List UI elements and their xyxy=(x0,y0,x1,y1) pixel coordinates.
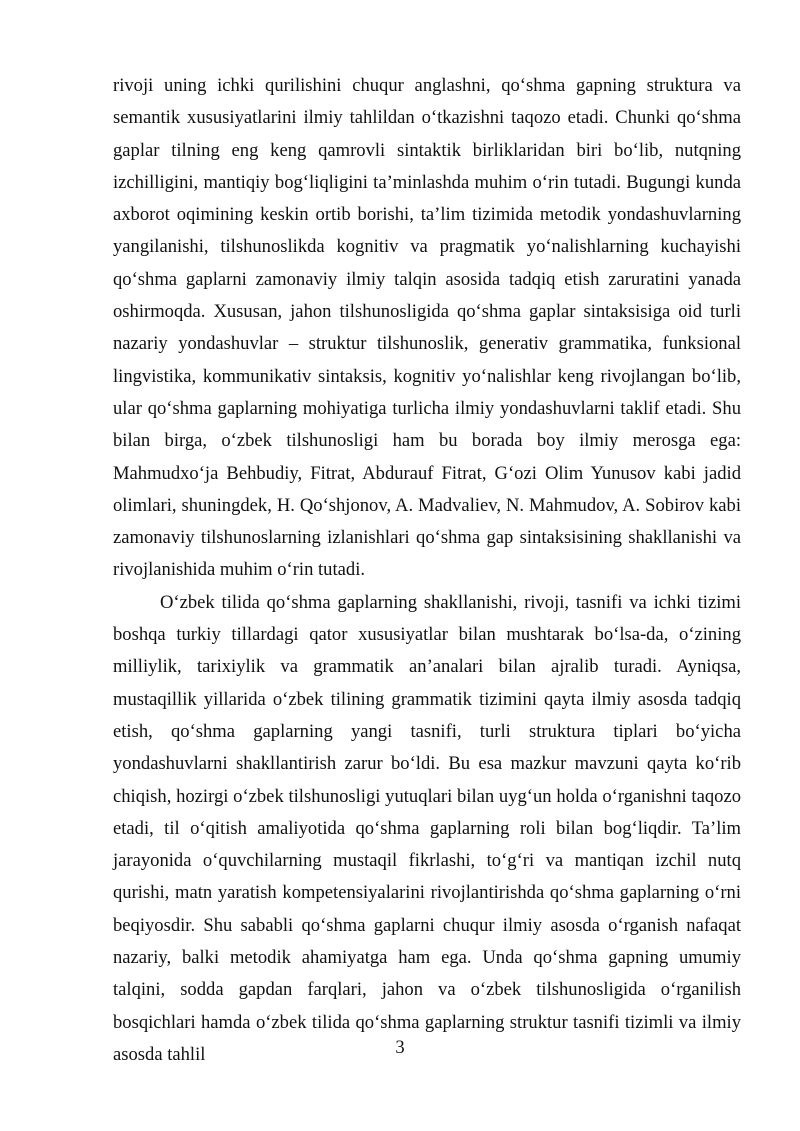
body-text xyxy=(113,70,741,1071)
paragraph-2: O‘zbek tilida qo‘shma gaplarning shakllanishi, rivoji, tasnifi va ichki tizimi boshqa turkiy tillardagi qator xususiyatlar bilan mushtarak bo‘lsa-da, o‘zining milliylik, tarixiylik va grammatik an’analari bilan ajralib turadi. Ayniqsa, mustaqillik yillarida o‘zbek tilining grammatik tizimini qayta ilmiy asosda tadqiq etish, qo‘shma gaplarning yangi tasnifi, turli struktura tiplari bo‘yicha yondashuvlarni shakllantirish zarur bo‘ldi. Bu esa mazkur mavzuni qayta ko‘rib chiqish, hozirgi o‘zbek tilshunosligi yutuqlari bilan uyg‘un holda o‘rganishni taqozo etadi, til o‘qitish amaliyotida qo‘shma gaplarning roli bilan bog‘liqdir. Ta’lim jarayonida o‘quvchilarning mustaqil fikrlashi, to‘g‘ri va mantiqan izchil nutq qurishi, matn yaratish kompetensiyalarini rivojlantirishda qo‘shma gaplarning o‘rni beqiyosdir. Shu sababli qo‘shma gaplarni chuqur ilmiy asosda o‘rganish nafaqat nazariy, balki metodik ahamiyatga ham ega. Unda qo‘shma gapning umumiy talqini, sodda gapdan farqlari, jahon va o‘zbek tilshunosligida o‘rganilish bosqichlari hamda o‘zbek tilida qo‘shma gaplarning struktur tasnifi tizimli va ilmiy asosda tahlil xyxy=(113,591,741,1065)
page-number: 3 xyxy=(395,1037,405,1058)
paragraph-1: rivoji uning ichki qurilishini chuqur anglashni, qo‘shma gapning struktura va semantik xususiyatlarini ilmiy tahlildan o‘tkazishni taqozo etadi. Chunki qo‘shma gaplar tilning eng keng qamrovli sintaktik birliklaridan biri bo‘lib, nutqning izchilligini, mantiqiy bog‘liqligini ta’minlashda muhim o‘rin tutadi. Bugungi kunda axborot oqimining keskin ortib borishi, ta’lim tizimida metodik yondashuvlarning yangilanishi, tilshunoslikda kognitiv va pragmatik yo‘nalishlarning kuchayishi qo‘shma gaplarni zamonaviy ilmiy talqin asosida tadqiq etish zaruratini yanada oshirmoqda. Xususan, jahon tilshunosligida qo‘shma gaplar sintaksisiga oid turli nazariy yondashuvlar – struktur tilshunoslik, generativ grammatika, funksional lingvistika, kommunikativ sintaksis, kognitiv yo‘nalishlar keng rivojlangan bo‘lib, ular qo‘shma gaplarning mohiyatiga turlicha ilmiy yondashuvlarni taklif etadi. Shu bilan birga, o‘zbek tilshunosligi ham bu borada boy ilmiy merosga ega: Mahmudxo‘ja Behbudiy, Fitrat, Abdurauf Fitrat, G‘ozi Olim Yunusov kabi jadid olimlari, shuningdek, H. Qo‘shjonov, A. Madvaliev, N. Mahmudov, A. Sobirov kabi zamonaviy tilshunoslarning izlanishlari qo‘shma gap sintaksisining shakllanishi va rivojlanishida muhim o‘rin tutadi. xyxy=(113,75,741,581)
